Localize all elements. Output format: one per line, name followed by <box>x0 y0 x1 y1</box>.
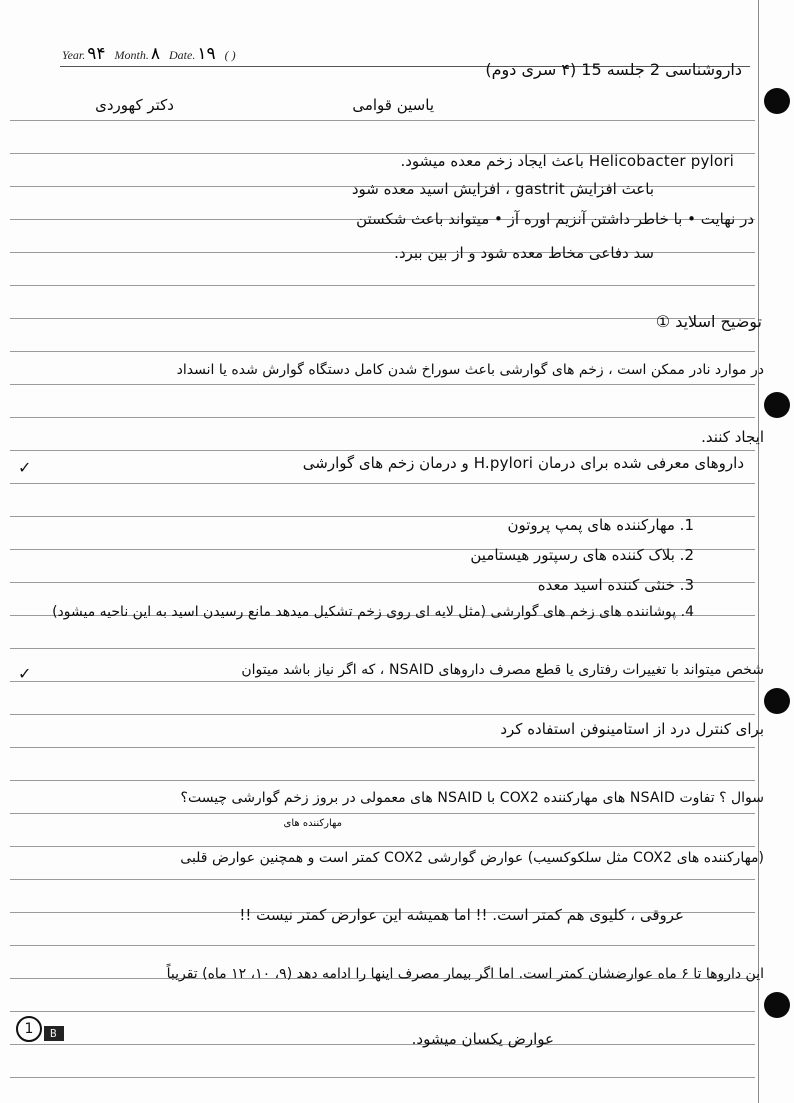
margin-line <box>758 0 759 1103</box>
list-item-3: 3. خنثی کننده اسید معده <box>537 576 694 594</box>
list-item-2: 2. بلاک کننده های رسپتور هیستامین <box>470 546 694 564</box>
list-item-4: 4. پوشاننده های زخم های گوارشی (مثل لایه ای روی زخم تشکیل میدهد مانع رسیدن اسید به این ناحیه میشود) <box>52 604 694 620</box>
binder-hole <box>764 88 790 114</box>
ruled-line <box>10 846 755 847</box>
note-line-1: Helicobacter pylori باعث ایجاد زخم معده میشود. <box>400 152 734 170</box>
ruled-line <box>10 384 755 385</box>
drugs-intro-line: داروهای معرفی شده برای درمان H.pylori و درمان زخم های گوارشی <box>302 454 744 472</box>
check-mark-icon: ✓ <box>18 664 32 683</box>
answer-line-3: این داروها تا ۶ ماه عوارضشان کمتر است. اما اگر بیمار مصرف اینها را ادامه دهد (۹، ۱۰، ۱۲ ماه) تقریباً <box>166 966 764 982</box>
ruled-line <box>10 1044 755 1045</box>
date-value: ۱۹ <box>197 44 216 64</box>
answer-line-1: (مهارکننده های COX2 مثل سلکوکسیب) عوارض گوارشی COX2 کمتر است و همچنین عوارض قلبی <box>180 850 764 866</box>
ruled-line <box>10 351 755 352</box>
ruled-line <box>10 1011 755 1012</box>
ruled-line <box>10 945 755 946</box>
question-line: سوال ؟ تفاوت NSAID های مهارکننده COX2 با NSAID های معمولی در بروز زخم گوارشی چیست؟ <box>180 790 764 806</box>
ruled-line <box>10 483 755 484</box>
note-line-7: ایجاد کنند. <box>701 428 764 446</box>
binder-hole <box>764 688 790 714</box>
ruled-line <box>10 813 755 814</box>
teacher-name: دکتر کهوردی <box>95 96 174 114</box>
note-line-14: برای کنترل درد از استامینوفن استفاده کرد <box>500 720 764 738</box>
weekday-paren: ( ) <box>224 48 236 62</box>
date-label: Date. <box>169 48 196 62</box>
ruled-line <box>10 648 755 649</box>
lecture-title: داروشناسی 2 جلسه 15 (۴ سری دوم) <box>485 60 742 79</box>
month-value: ۸ <box>150 44 160 64</box>
ruled-line <box>10 780 755 781</box>
binder-hole <box>764 392 790 418</box>
answer-line-4: عوارض یکسان میشود. <box>411 1030 554 1048</box>
ruled-line <box>10 450 755 451</box>
answer-line-2: عروقی ، کلیوی هم کمتر است. !! اما همیشه این عوارض کمتر نیست !! <box>239 906 684 924</box>
note-line-3: در نهایت • با خاطر داشتن آنزیم اوره آز • میتواند باعث شکستن <box>356 210 754 228</box>
binder-hole <box>764 992 790 1018</box>
month-label: Month. <box>114 48 149 62</box>
page-number: 1 <box>16 1016 42 1042</box>
brand-stamp: B <box>44 1026 64 1041</box>
ruled-line <box>10 417 755 418</box>
date-header <box>62 44 236 64</box>
ruled-line <box>10 879 755 880</box>
ruled-line <box>10 1077 755 1078</box>
ruled-line <box>10 747 755 748</box>
check-mark-icon: ✓ <box>18 458 32 477</box>
year-label: Year. <box>62 48 86 62</box>
ruled-line <box>10 714 755 715</box>
slide-explanation-heading: توضیح اسلاید ① <box>655 312 762 331</box>
note-line-13: شخص میتواند با تغییرات رفتاری یا قطع مصرف داروهای NSAID ، که اگر نیاز باشد میتوان <box>241 662 764 678</box>
note-line-6: در موارد نادر ممکن است ، زخم های گوارشی باعث سوراخ شدن کامل دستگاه گوارش شده یا انسداد <box>176 362 764 378</box>
note-line-4: سد دفاعی مخاط معده شود و از بین ببرد. <box>394 244 654 262</box>
cox-annotation: مهارکننده های <box>283 818 342 829</box>
ruled-line <box>10 120 755 121</box>
ruled-line <box>10 681 755 682</box>
list-item-1: 1. مهارکننده های پمپ پروتون <box>507 516 694 534</box>
ruled-line <box>10 285 755 286</box>
author-name: یاسین قوامی <box>352 96 434 114</box>
note-line-2: باعث افزایش gastrit ، افزایش اسید معده شود <box>351 180 654 198</box>
ruled-line <box>10 318 755 319</box>
year-value: ۹۴ <box>87 44 106 64</box>
